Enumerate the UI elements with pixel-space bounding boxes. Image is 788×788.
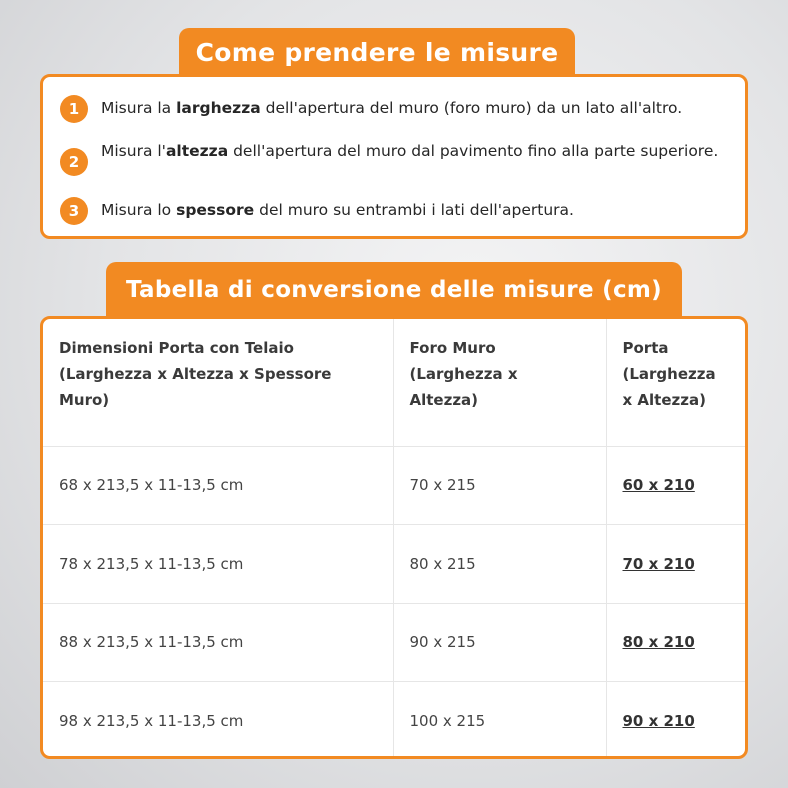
cell-wall-opening: 80 x 215	[393, 525, 606, 604]
step-keyword: altezza	[165, 142, 229, 160]
cell-frame-dimensions: 88 x 213,5 x 11-13,5 cm	[43, 603, 393, 682]
door-size-link[interactable]: 90 x 210	[622, 712, 695, 730]
step-text: Misura la larghezza dell'apertura del muro (foro muro) da un lato all'altro.	[101, 99, 683, 117]
cell-wall-opening: 70 x 215	[393, 446, 606, 525]
table-row	[43, 603, 745, 682]
step-text: Misura l'altezza dell'apertura del muro dal pavimento fino alla parte superiore.	[101, 142, 719, 160]
step-1	[60, 95, 721, 123]
door-size-link[interactable]: 80 x 210	[622, 633, 695, 652]
table-row	[43, 525, 745, 604]
cell-wall-opening: 100 x 215	[393, 682, 606, 760]
cell-door-link[interactable]	[606, 446, 745, 525]
step-keyword: larghezza	[176, 99, 261, 117]
step-text: Misura lo spessore del muro su entrambi i lati dell'apertura.	[101, 201, 574, 219]
cell-door-link[interactable]	[606, 525, 745, 604]
step-number-badge: 1	[60, 95, 88, 123]
step-2	[60, 141, 721, 176]
header-door: Porta (Larghezza x Altezza)	[606, 319, 745, 446]
table-header-row	[43, 319, 745, 446]
cell-frame-dimensions: 78 x 213,5 x 11-13,5 cm	[43, 525, 393, 604]
header-wall-opening: Foro Muro (Larghezza x Altezza)	[393, 319, 606, 446]
step-keyword: spessore	[176, 201, 255, 219]
step-3	[60, 197, 721, 225]
cell-door-link[interactable]	[606, 682, 745, 760]
door-size-link[interactable]: 70 x 210	[622, 554, 695, 573]
measure-steps-box	[40, 74, 748, 239]
section-title-conversion-table: Tabella di conversione delle misure (cm)	[106, 262, 682, 318]
door-size-link[interactable]: 60 x 210	[622, 476, 695, 495]
cell-wall-opening: 90 x 215	[393, 603, 606, 682]
table-row	[43, 682, 745, 760]
step-number-badge: 3	[60, 197, 88, 225]
section-title-measure: Come prendere le misure	[179, 28, 575, 77]
cell-frame-dimensions: 98 x 213,5 x 11-13,5 cm	[43, 682, 393, 760]
cell-door-link[interactable]	[606, 603, 745, 682]
step-number-badge: 2	[60, 148, 88, 176]
conversion-table-box	[40, 316, 748, 759]
conversion-table	[43, 319, 745, 759]
table-row	[43, 446, 745, 525]
cell-frame-dimensions: 68 x 213,5 x 11-13,5 cm	[43, 446, 393, 525]
header-door-frame-dimensions: Dimensioni Porta con Telaio (Larghezza x Altezza x Spessore Muro)	[43, 319, 393, 446]
